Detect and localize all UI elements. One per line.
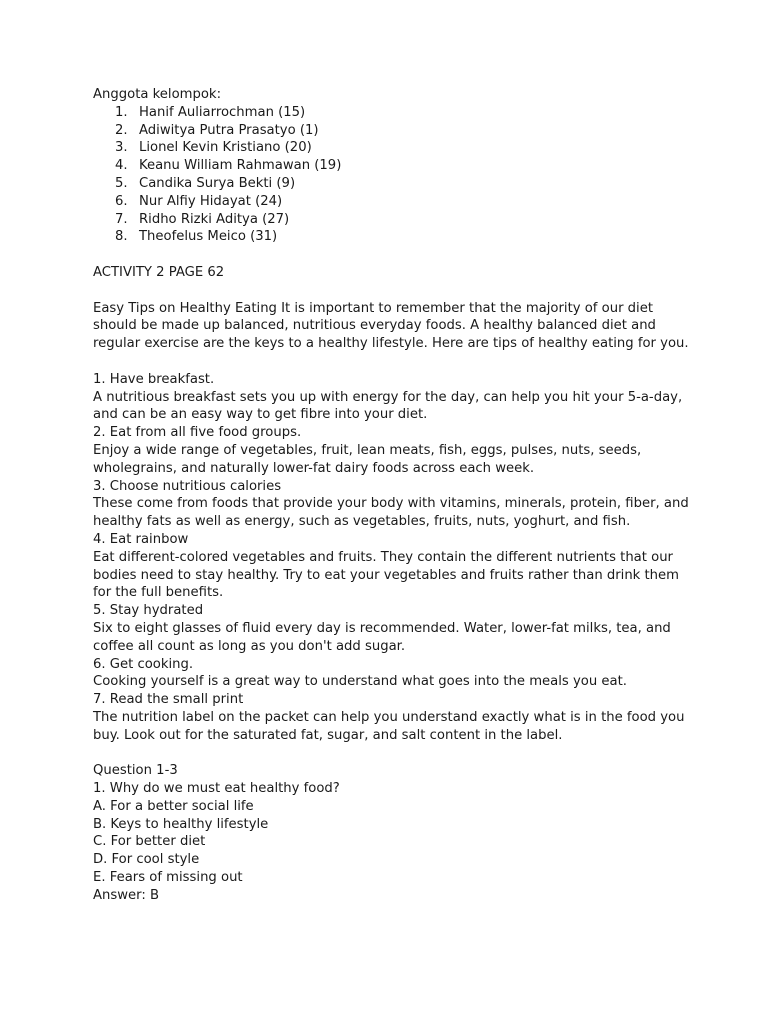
list-item: [93, 139, 693, 157]
list-item: [93, 122, 693, 140]
tip-heading: 5. Stay hydrated: [93, 603, 204, 619]
member-name: Keanu William Rahmawan (19): [139, 158, 342, 174]
list-number: 5.: [115, 175, 128, 191]
tip-body: Six to eight glasses of fluid every day is recommended. Water, lower-fat milks, tea, and coffee all count as long as you don't add sugar.: [93, 620, 671, 654]
list-item: [93, 157, 693, 175]
list-number: 2.: [115, 122, 128, 138]
tip-body: The nutrition label on the packet can help you understand exactly what is in the food you buy. Look out for the saturated fat, sugar, and salt content in the label.: [93, 709, 685, 743]
member-name: Hanif Auliarrochman (15): [139, 104, 306, 120]
list-item: [93, 193, 693, 211]
tip-heading: 6. Get cooking.: [93, 656, 194, 672]
tip-heading: 1. Have breakfast.: [93, 371, 215, 387]
spacer: [93, 282, 693, 300]
list-item: [93, 228, 693, 246]
member-name: Candika Surya Bekti (9): [139, 175, 296, 191]
group-heading: Anggota kelompok:: [93, 87, 222, 102]
document-page: [93, 86, 693, 905]
member-name: Ridho Rizki Aditya (27): [139, 211, 290, 227]
answer-option: A. For a better social life: [93, 798, 254, 814]
tip-body: A nutritious breakfast sets you up with energy for the day, can help you hit your 5-a-day, and can be an easy way to get fibre into your diet.: [93, 389, 683, 423]
tip-body: These come from foods that provide your body with vitamins, minerals, protein, fiber, and healthy fats as well as energy, such as vegetables, fruits, nuts, yoghurt, and fish.: [93, 496, 689, 530]
answer-option: D. For cool style: [93, 852, 200, 868]
list-item: [93, 104, 693, 122]
questions-heading: Question 1-3: [93, 763, 178, 779]
answer-option: E. Fears of missing out: [93, 870, 243, 886]
activity-title: ACTIVITY 2 PAGE 62: [93, 264, 225, 280]
list-item: [93, 211, 693, 229]
tip-body: Enjoy a wide range of vegetables, fruit, lean meats, fish, eggs, pulses, nuts, seeds, wholegrains, and naturally lower-fat dairy foods across each week.: [93, 442, 642, 476]
tip-heading: 7. Read the small print: [93, 692, 244, 708]
answer-key: Answer: B: [93, 887, 160, 903]
tip-heading: 2. Eat from all five food groups.: [93, 425, 302, 441]
intro-paragraph: Easy Tips on Healthy Eating It is important to remember that the majority of our diet should be made up balanced, nutritious everyday foods. A healthy balanced diet and regular exercise are the keys to a healthy lifestyle. Here are tips of healthy eating for you.: [93, 300, 689, 352]
spacer: [93, 353, 693, 371]
list-item: [93, 175, 693, 193]
tip-body: Eat different-colored vegetables and fruits. They contain the different nutrients that our bodies need to stay healthy. Try to eat your vegetables and fruits rather than drink them for the full benefits.: [93, 549, 680, 601]
question-text: 1. Why do we must eat healthy food?: [93, 781, 340, 797]
list-number: 6.: [115, 193, 128, 209]
member-name: Lionel Kevin Kristiano (20): [139, 140, 312, 156]
spacer: [93, 744, 693, 762]
tip-body: Cooking yourself is a great way to understand what goes into the meals you eat.: [93, 674, 627, 690]
tip-heading: 4. Eat rainbow: [93, 531, 189, 547]
member-name: Adiwitya Putra Prasatyo (1): [139, 122, 319, 138]
list-number: 1.: [115, 104, 128, 120]
answer-option: B. Keys to healthy lifestyle: [93, 816, 269, 832]
answer-option: C. For better diet: [93, 834, 206, 850]
list-number: 7.: [115, 211, 128, 227]
member-list: [93, 104, 693, 246]
list-number: 3.: [115, 140, 128, 156]
member-name: Nur Alfiy Hidayat (24): [139, 193, 283, 209]
tip-heading: 3. Choose nutritious calories: [93, 478, 282, 494]
spacer: [93, 246, 693, 264]
list-number: 8.: [115, 229, 128, 245]
list-number: 4.: [115, 158, 128, 174]
member-name: Theofelus Meico (31): [139, 229, 278, 245]
